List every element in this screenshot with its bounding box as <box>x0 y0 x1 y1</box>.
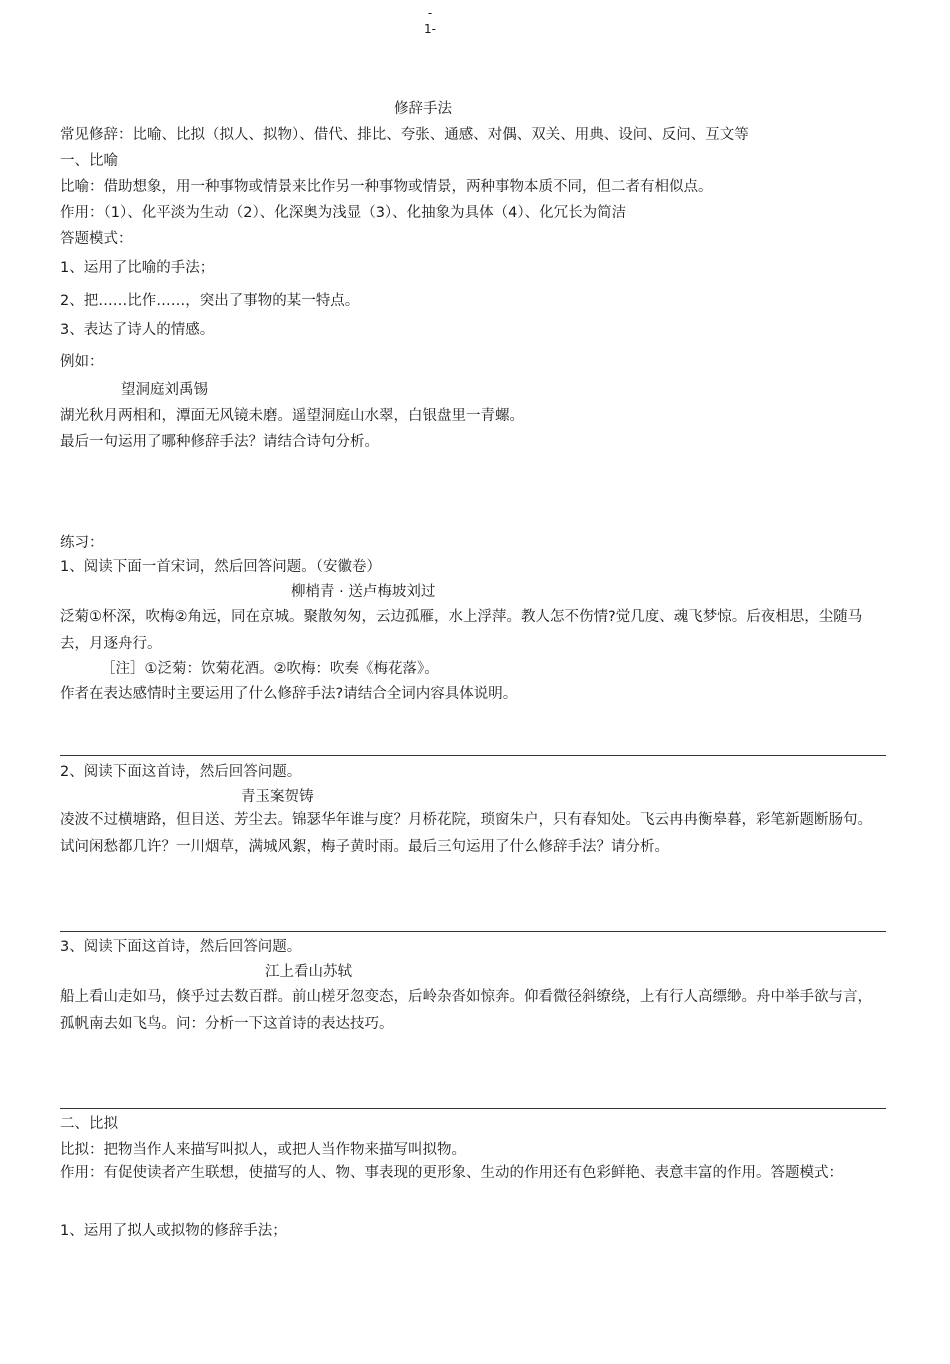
divider-2 <box>60 931 886 932</box>
q1-question: 作者在表达感情时主要运用了什么修辞手法?请结合全词内容具体说明。 <box>60 686 518 702</box>
personification-definition: 比拟：把物当作人来描写叫拟人，或把人当作物来描写叫拟物。 <box>60 1142 466 1158</box>
q1-poem-text: 泛菊①杯深，吹梅②角远，同在京城。聚散匆匆，云边孤雁，水上浮萍。教人怎不伤情?觉几度、魂飞梦惊。后夜相思，尘随马去，月逐舟行。 <box>60 609 863 652</box>
personification-function: 作用：有促使读者产生联想，使描写的人、物、事表现的更形象、生动的作用还有色彩鲜艳、表意丰富的作用。答题模式： <box>60 1165 843 1181</box>
metaphor-definition: 比喻：借助想象，用一种事物或情景来比作另一种事物或情景，两种事物本质不同，但二者有相似点。 <box>60 179 713 195</box>
divider-1 <box>60 755 886 756</box>
example-label: 例如： <box>60 354 104 370</box>
answer-step-3: 3、表达了诗人的情感。 <box>60 322 215 338</box>
q2-intro: 2、阅读下面这首诗，然后回答问题。 <box>60 764 302 780</box>
practice-label: 练习： <box>60 535 104 551</box>
divider-3 <box>60 1108 886 1109</box>
page-number: 1- <box>424 22 436 36</box>
answer-mode-label: 答题模式： <box>60 231 133 247</box>
page-title: 修辞手法 <box>394 101 452 117</box>
header-dash: - <box>427 6 433 20</box>
q3-poem-text: 船上看山走如马，倏乎过去数百群。前山槎牙忽变态，后岭杂沓如惊奔。仰看微径斜缭绕，上有行人高缥缈。舟中举手欲与言，孤帆南去如飞鸟。问：分析一下这首诗的表达技巧。 <box>60 989 872 1032</box>
q1-intro: 1、阅读下面一首宋词，然后回答问题。（安徽卷） <box>60 559 381 575</box>
example-question: 最后一句运用了哪种修辞手法？请结合诗句分析。 <box>60 434 379 450</box>
section-1-heading: 一、比喻 <box>60 153 118 169</box>
common-rhetoric: 常见修辞：比喻、比拟（拟人、拟物）、借代、排比、夸张、通感、对偶、双关、用典、设问、反问、互文等 <box>60 127 749 143</box>
q2-poem-title: 青玉案贺铸 <box>241 789 314 805</box>
q3-poem-title: 江上看山苏轼 <box>265 964 352 980</box>
q1-poem-title: 柳梢青 · 送卢梅坡刘过 <box>291 584 436 600</box>
metaphor-function: 作用：（1）、化平淡为生动（2）、化深奥为浅显（3）、化抽象为具体（4）、化冗长为简洁 <box>60 205 627 221</box>
example-poem-title: 望洞庭刘禹锡 <box>121 382 208 398</box>
example-poem: 湖光秋月两相和，潭面无风镜未磨。遥望洞庭山水翠，白银盘里一青螺。 <box>60 408 524 424</box>
section-2-heading: 二、比拟 <box>60 1116 118 1132</box>
q1-note: ［注］①泛菊：饮菊花酒。②吹梅：吹奏《梅花落》。 <box>101 661 439 677</box>
q2-poem-text: 凌波不过横塘路，但目送、芳尘去。锦瑟华年谁与度？月桥花院，琐窗朱户，只有春知处。飞云冉冉衡皋暮，彩笔新题断肠句。试问闲愁都几许？一川烟草，满城风絮，梅子黄时雨。最后三句运用了什么修辞手法？请分析。 <box>60 812 872 855</box>
answer-step-1: 1、运用了比喻的手法； <box>60 260 215 276</box>
s2-answer-step-1: 1、运用了拟人或拟物的修辞手法； <box>60 1223 287 1239</box>
answer-step-2: 2、把……比作……，突出了事物的某一特点。 <box>60 293 360 309</box>
q3-intro: 3、阅读下面这首诗，然后回答问题。 <box>60 939 302 955</box>
